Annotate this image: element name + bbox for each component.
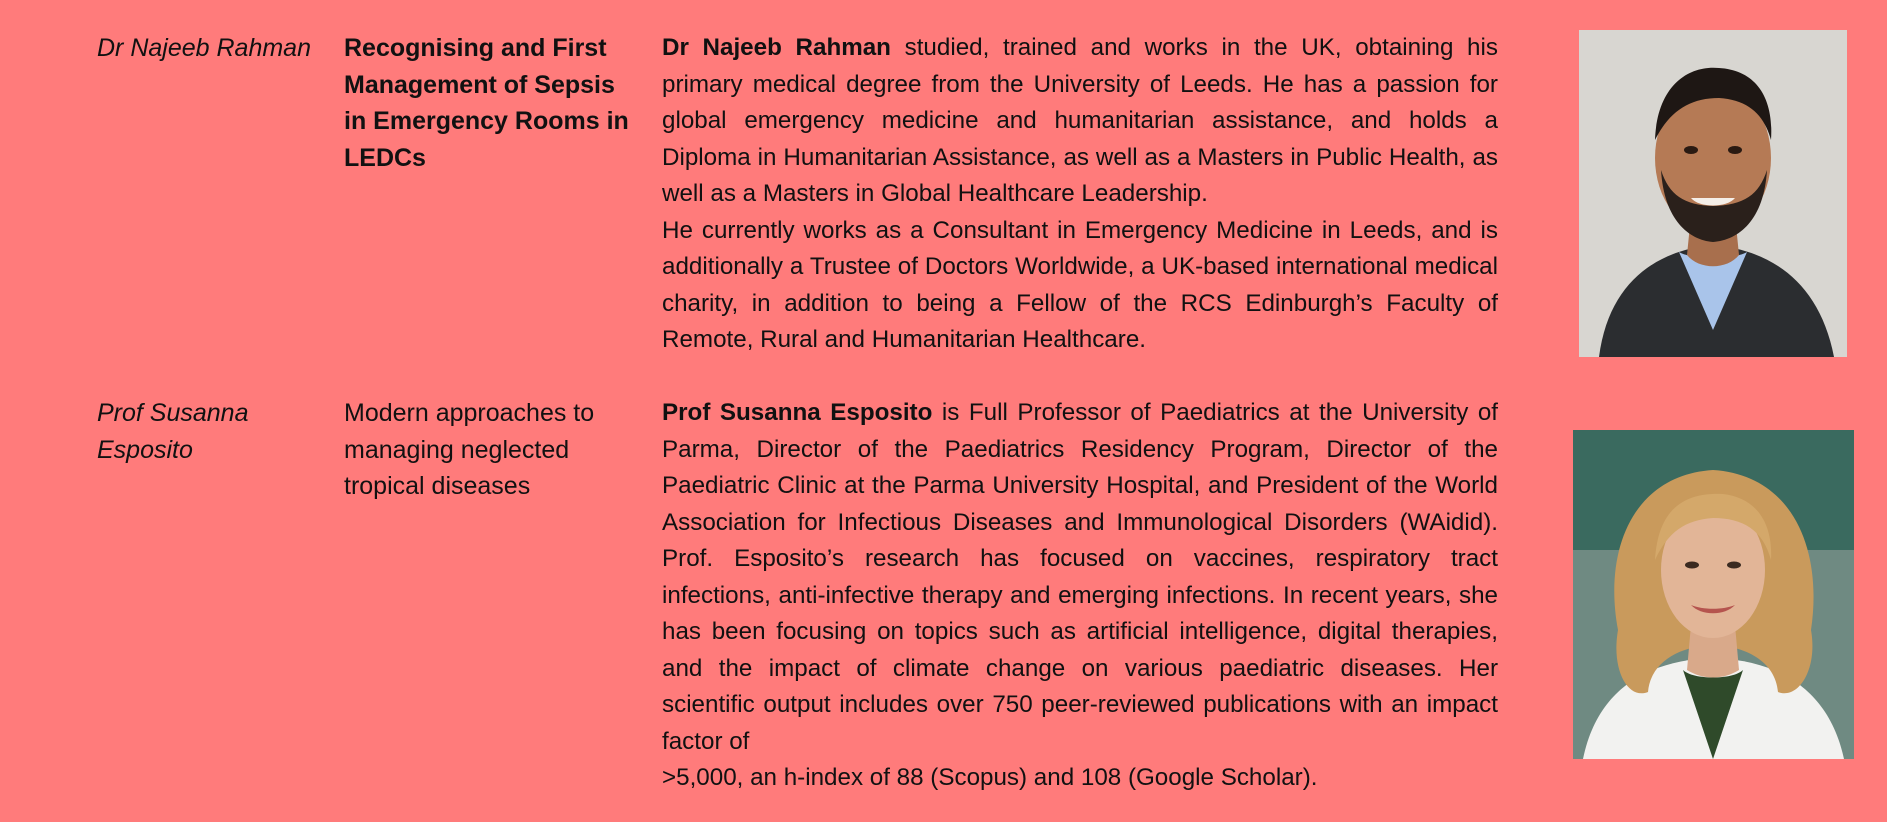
speaker-row [0,395,1887,815]
bio-paragraph: He currently works as a Consultant in Emergency Medicine in Leeds, and is additionally a Trustee of Doctors Worldwide, a UK-based international medical charity, in addition to being a Fellow of the RCS Edinburgh’s Faculty of Remote, Rural and Humanitarian Healthcare. [662,216,1498,353]
portrait-photo-man-icon [1579,30,1847,357]
speaker-photo [1579,30,1847,357]
speaker-name: Dr Najeeb Rahman [97,34,311,62]
bio-speaker-name: Prof Susanna Esposito [662,399,933,426]
bio-paragraph [662,30,1498,213]
speaker-name: Prof Susanna Esposito [97,399,249,464]
talk-title: Recognising and First Management of Sepsis in Emergency Rooms in LEDCs [344,34,629,172]
speaker-row [0,30,1887,370]
speaker-bio [662,30,1498,359]
bio-paragraph [662,395,1498,760]
bio-text: is Full Professor of Paediatrics at the University of Parma, Director of the Paediatrics Residency Program, Director of the Paediatric Clinic at the Parma University Hospital, and President of the World Association for Infectious Diseases and Immunological Disorders (WAidid). Prof. Esposito’s research has focused on vaccines, respiratory tract infections, anti-infective therapy and emerging infections. In recent years, she has been focusing on topics such as artificial intelligence, digital therapies, and the impact of climate change on various paediatric diseases. Her scientific output includes over 750 peer-reviewed publications with an impact factor of [662,399,1498,755]
talk-title: Modern approaches to managing neglected tropical diseases [344,399,595,500]
bio-speaker-name: Dr Najeeb Rahman [662,34,891,61]
bio-text: studied, trained and works in the UK, obtaining his primary medical degree from the University of Leeds. He has a passion for global emergency medicine and humanitarian assistance, and holds a Diploma in Humanitarian Assistance, as well as a Masters in Public Health, as well as a Masters in Global Healthcare Leadership. [662,34,1498,207]
portrait-photo-woman-icon [1573,430,1854,759]
speaker-bio [662,395,1498,797]
bio-last-line: >5,000, an h-index of 88 (Scopus) and 108 (Google Scholar). [662,764,1318,791]
speaker-photo [1573,430,1854,759]
